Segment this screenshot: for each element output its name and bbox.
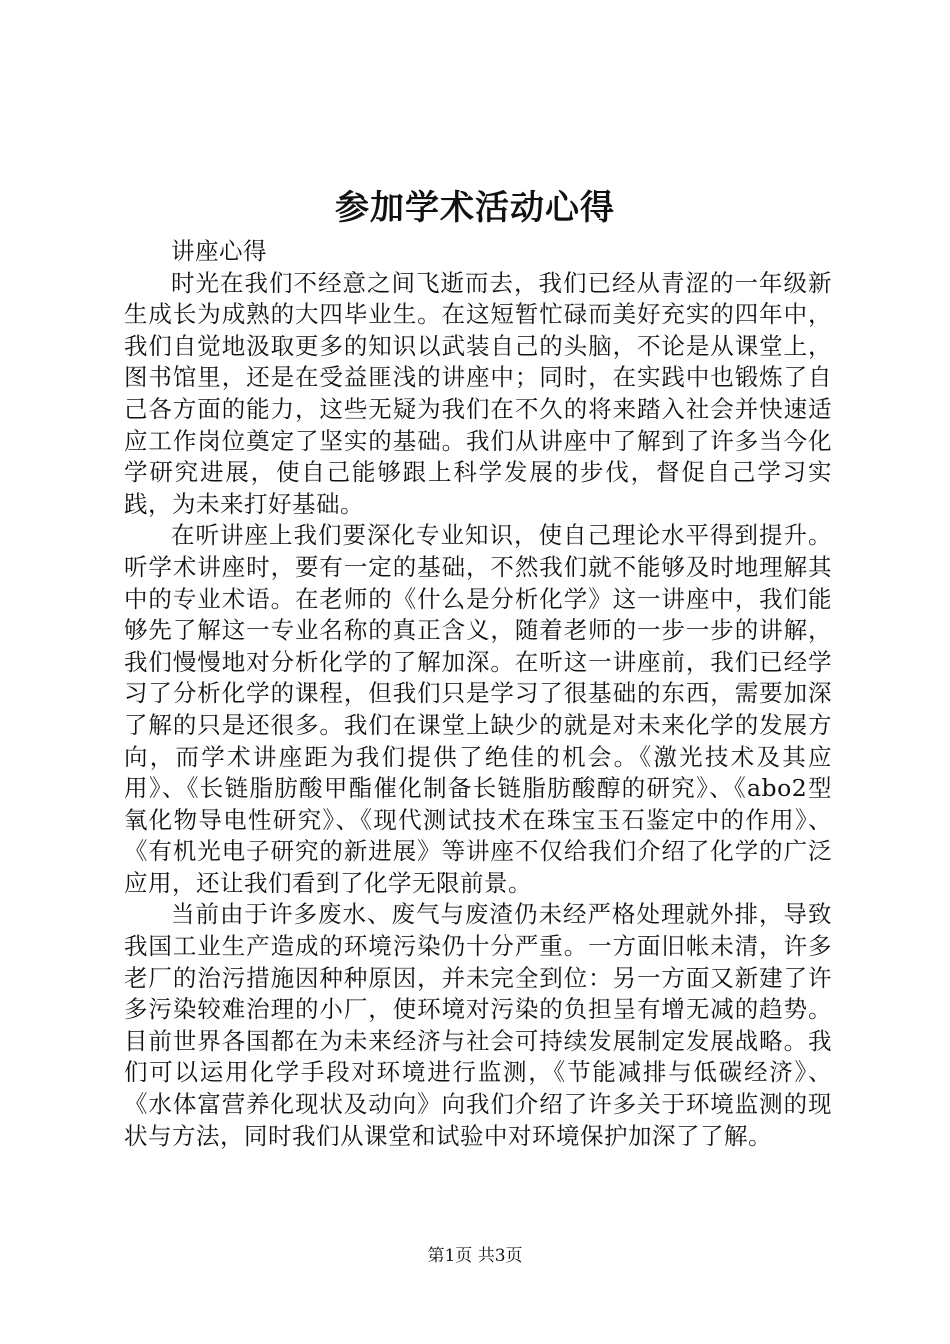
paragraph-1: 时光在我们不经意之间飞逝而去，我们已经从青涩的一年级新生成长为成熟的大四毕业生。在这短暂忙碌而美好充实的四年中，我们自觉地汲取更多的知识以武装自己的头脑，不论是从课堂上，图书馆里，还是在受益匪浅的讲座中；同时，在实践中也锻炼了自己各方面的能力，这些无疑为我们在不久的将来踏入社会并快速适应工作岗位奠定了坚实的基础。我们从讲座中了解到了许多当今化学研究进展，使自己能够跟上科学发展的步伐，督促自己学习实践，为未来打好基础。 [124,268,832,518]
section-subtitle: 讲座心得 [171,237,267,265]
paragraph-3: 当前由于许多废水、废气与废渣仍未经严格处理就外排，导致我国工业生产造成的环境污染仍十分严重。一方面旧帐未清，许多老厂的治污措施因种种原因，并未完全到位：另一方面又新建了许多污染较难治理的小厂，使环境对污染的负担呈有增无减的趋势。目前世界各国都在为未来经济与社会可持续发展制定发展战略。我们可以运用化学手段对环境进行监测，《节能减排与低碳经济》、《水体富营养化现状及动向》向我们介绍了许多关于环境监测的现状与方法，同时我们从课堂和试验中对环境保护加深了了解。 [124,900,832,1150]
document-body [124,236,832,1152]
page-footer: 第1页 共3页 [427,1246,523,1266]
paragraph-2: 在听讲座上我们要深化专业知识，使自己理论水平得到提升。听学术讲座时，要有一定的基础，不然我们就不能够及时地理解其中的专业术语。在老师的《什么是分析化学》这一讲座中，我们能够先了解这一专业名称的真正含义，随着老师的一步一步的讲解，我们慢慢地对分析化学的了解加深。在听这一讲座前，我们已经学习了分析化学的课程，但我们只是学习了很基础的东西，需要加深了解的只是还很多。我们在课堂上缺少的就是对未来化学的发展方向，而学术讲座距为我们提供了绝佳的机会。《激光技术及其应用》、《长链脂肪酸甲酯催化制备长链脂肪酸醇的研究》、《abo2型氧化物导电性研究》、《现代测试技术在珠宝玉石鉴定中的作用》、《有机光电子研究的新进展》等讲座不仅给我们介绍了化学的广泛应用，还让我们看到了化学无限前景。 [124,521,832,897]
document-title: 参加学术活动心得 [335,188,615,228]
